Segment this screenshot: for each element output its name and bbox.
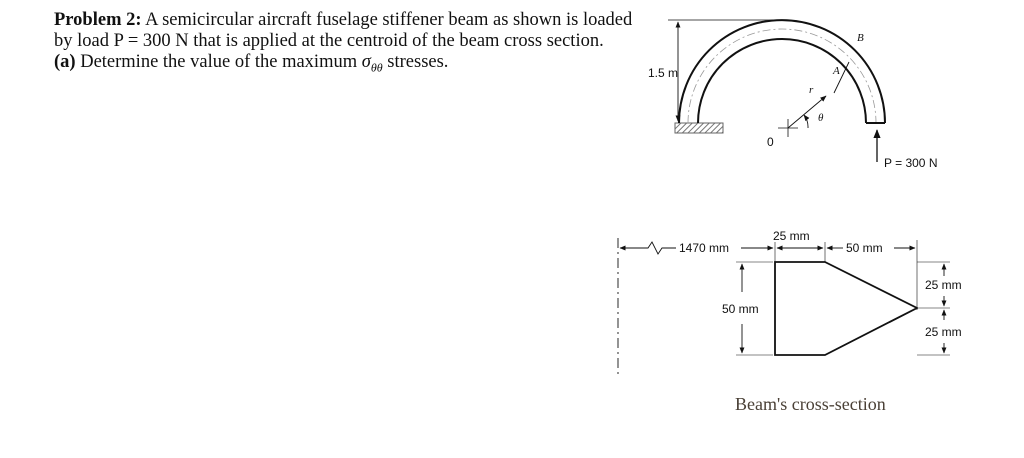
load-label: P = 300 N: [884, 156, 938, 170]
radius-dimension-line: [620, 242, 676, 254]
part-a-text: Determine the value of the maximum: [75, 52, 362, 72]
beam-inner-arc: [698, 39, 866, 123]
lower-half-label: 25 mm: [925, 325, 962, 339]
radius-label: 1470 mm: [679, 241, 730, 255]
problem-text: A semicircular aircraft fuselage stiffener beam as shown is loaded by load P = 300 N that is applied at the centroid of the beam cross section.: [54, 10, 633, 51]
beam-figure: [648, 20, 937, 170]
flat-width-label: 25 mm: [773, 229, 810, 243]
height-label: 1.5 m: [648, 66, 679, 80]
taper-length-label: 50 mm: [846, 241, 883, 255]
ground-support: [675, 123, 723, 133]
theta-label: θ: [818, 112, 824, 124]
problem-title: Problem 2:: [54, 10, 142, 30]
part-a-end: stresses.: [382, 52, 449, 72]
section-height-label: 50 mm: [722, 302, 759, 316]
origin-label: 0: [767, 135, 774, 149]
cross-section-figure: [618, 229, 962, 414]
theta-arc: [804, 115, 808, 128]
beam-outer-arc: [679, 20, 885, 123]
stress-symbol: $\sigma_{\theta\theta}$: [361, 52, 383, 75]
point-b-label: B: [857, 32, 864, 44]
part-a-label: (a): [54, 52, 76, 72]
cross-section-caption: Beam's cross-section: [735, 394, 886, 414]
upper-half-label: 25 mm: [925, 278, 962, 292]
r-label: r: [809, 84, 814, 96]
cross-section-shape: [775, 262, 917, 355]
point-a-label: A: [833, 65, 840, 77]
